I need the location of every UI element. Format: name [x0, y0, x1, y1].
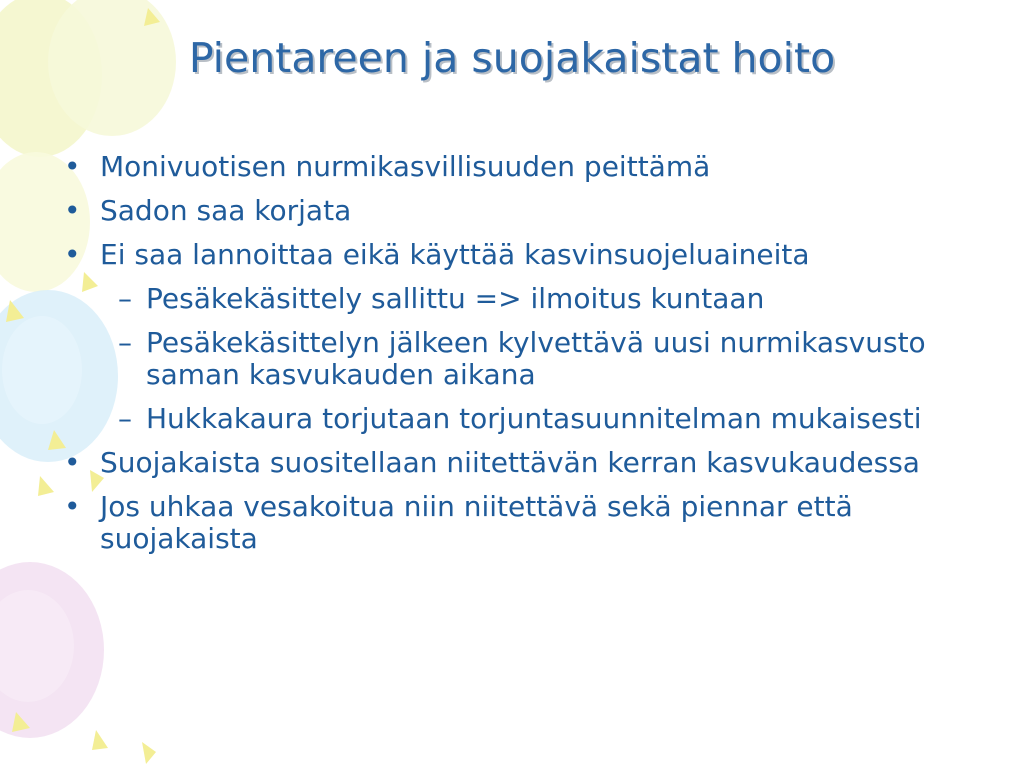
sub-bullet-item — [100, 403, 964, 435]
bullet-text: Suojakaista suositellaan niitettävän kerran kasvukaudessa — [100, 446, 920, 479]
sub-bullet-text: Pesäkekäsittelyn jälkeen kylvettävä uusi nurmikasvusto saman kasvukauden aikana — [146, 326, 926, 391]
bullet-item — [64, 195, 964, 227]
bullet-item — [64, 151, 964, 183]
bullet-item — [64, 239, 964, 435]
bullet-marker: • — [64, 238, 81, 271]
sub-bullet-marker: – — [118, 282, 132, 315]
confetti-piece — [38, 476, 54, 496]
sub-bullet-item — [100, 283, 964, 315]
bullet-item — [64, 491, 964, 555]
bullet-marker: • — [64, 490, 81, 523]
bullet-marker: • — [64, 446, 81, 479]
bullet-text: Sadon saa korjata — [100, 194, 352, 227]
bullet-text: Ei saa lannoittaa eikä käyttää kasvinsuojeluaineita — [100, 238, 810, 271]
confetti-piece — [142, 742, 156, 764]
bullet-item — [64, 447, 964, 479]
sub-bullet-marker: – — [118, 402, 132, 435]
sub-bullet-list — [100, 283, 964, 435]
confetti-piece — [92, 730, 108, 750]
bullet-list — [64, 151, 964, 567]
bullet-text: Monivuotisen nurmikasvillisuuden peittämä — [100, 150, 711, 183]
bullet-marker: • — [64, 194, 81, 227]
sub-bullet-marker: – — [118, 326, 132, 359]
sub-bullet-text: Pesäkekäsittely sallittu => ilmoitus kuntaan — [146, 282, 765, 315]
bullet-marker: • — [64, 150, 81, 183]
sub-bullet-item — [100, 327, 964, 391]
sub-bullet-text: Hukkakaura torjutaan torjuntasuunnitelman mukaisesti — [146, 402, 922, 435]
slide-title: Pientareen ja suojakaistat hoito — [188, 34, 836, 82]
bullet-text: Jos uhkaa vesakoitua niin niitettävä sekä piennar että suojakaista — [100, 490, 853, 555]
